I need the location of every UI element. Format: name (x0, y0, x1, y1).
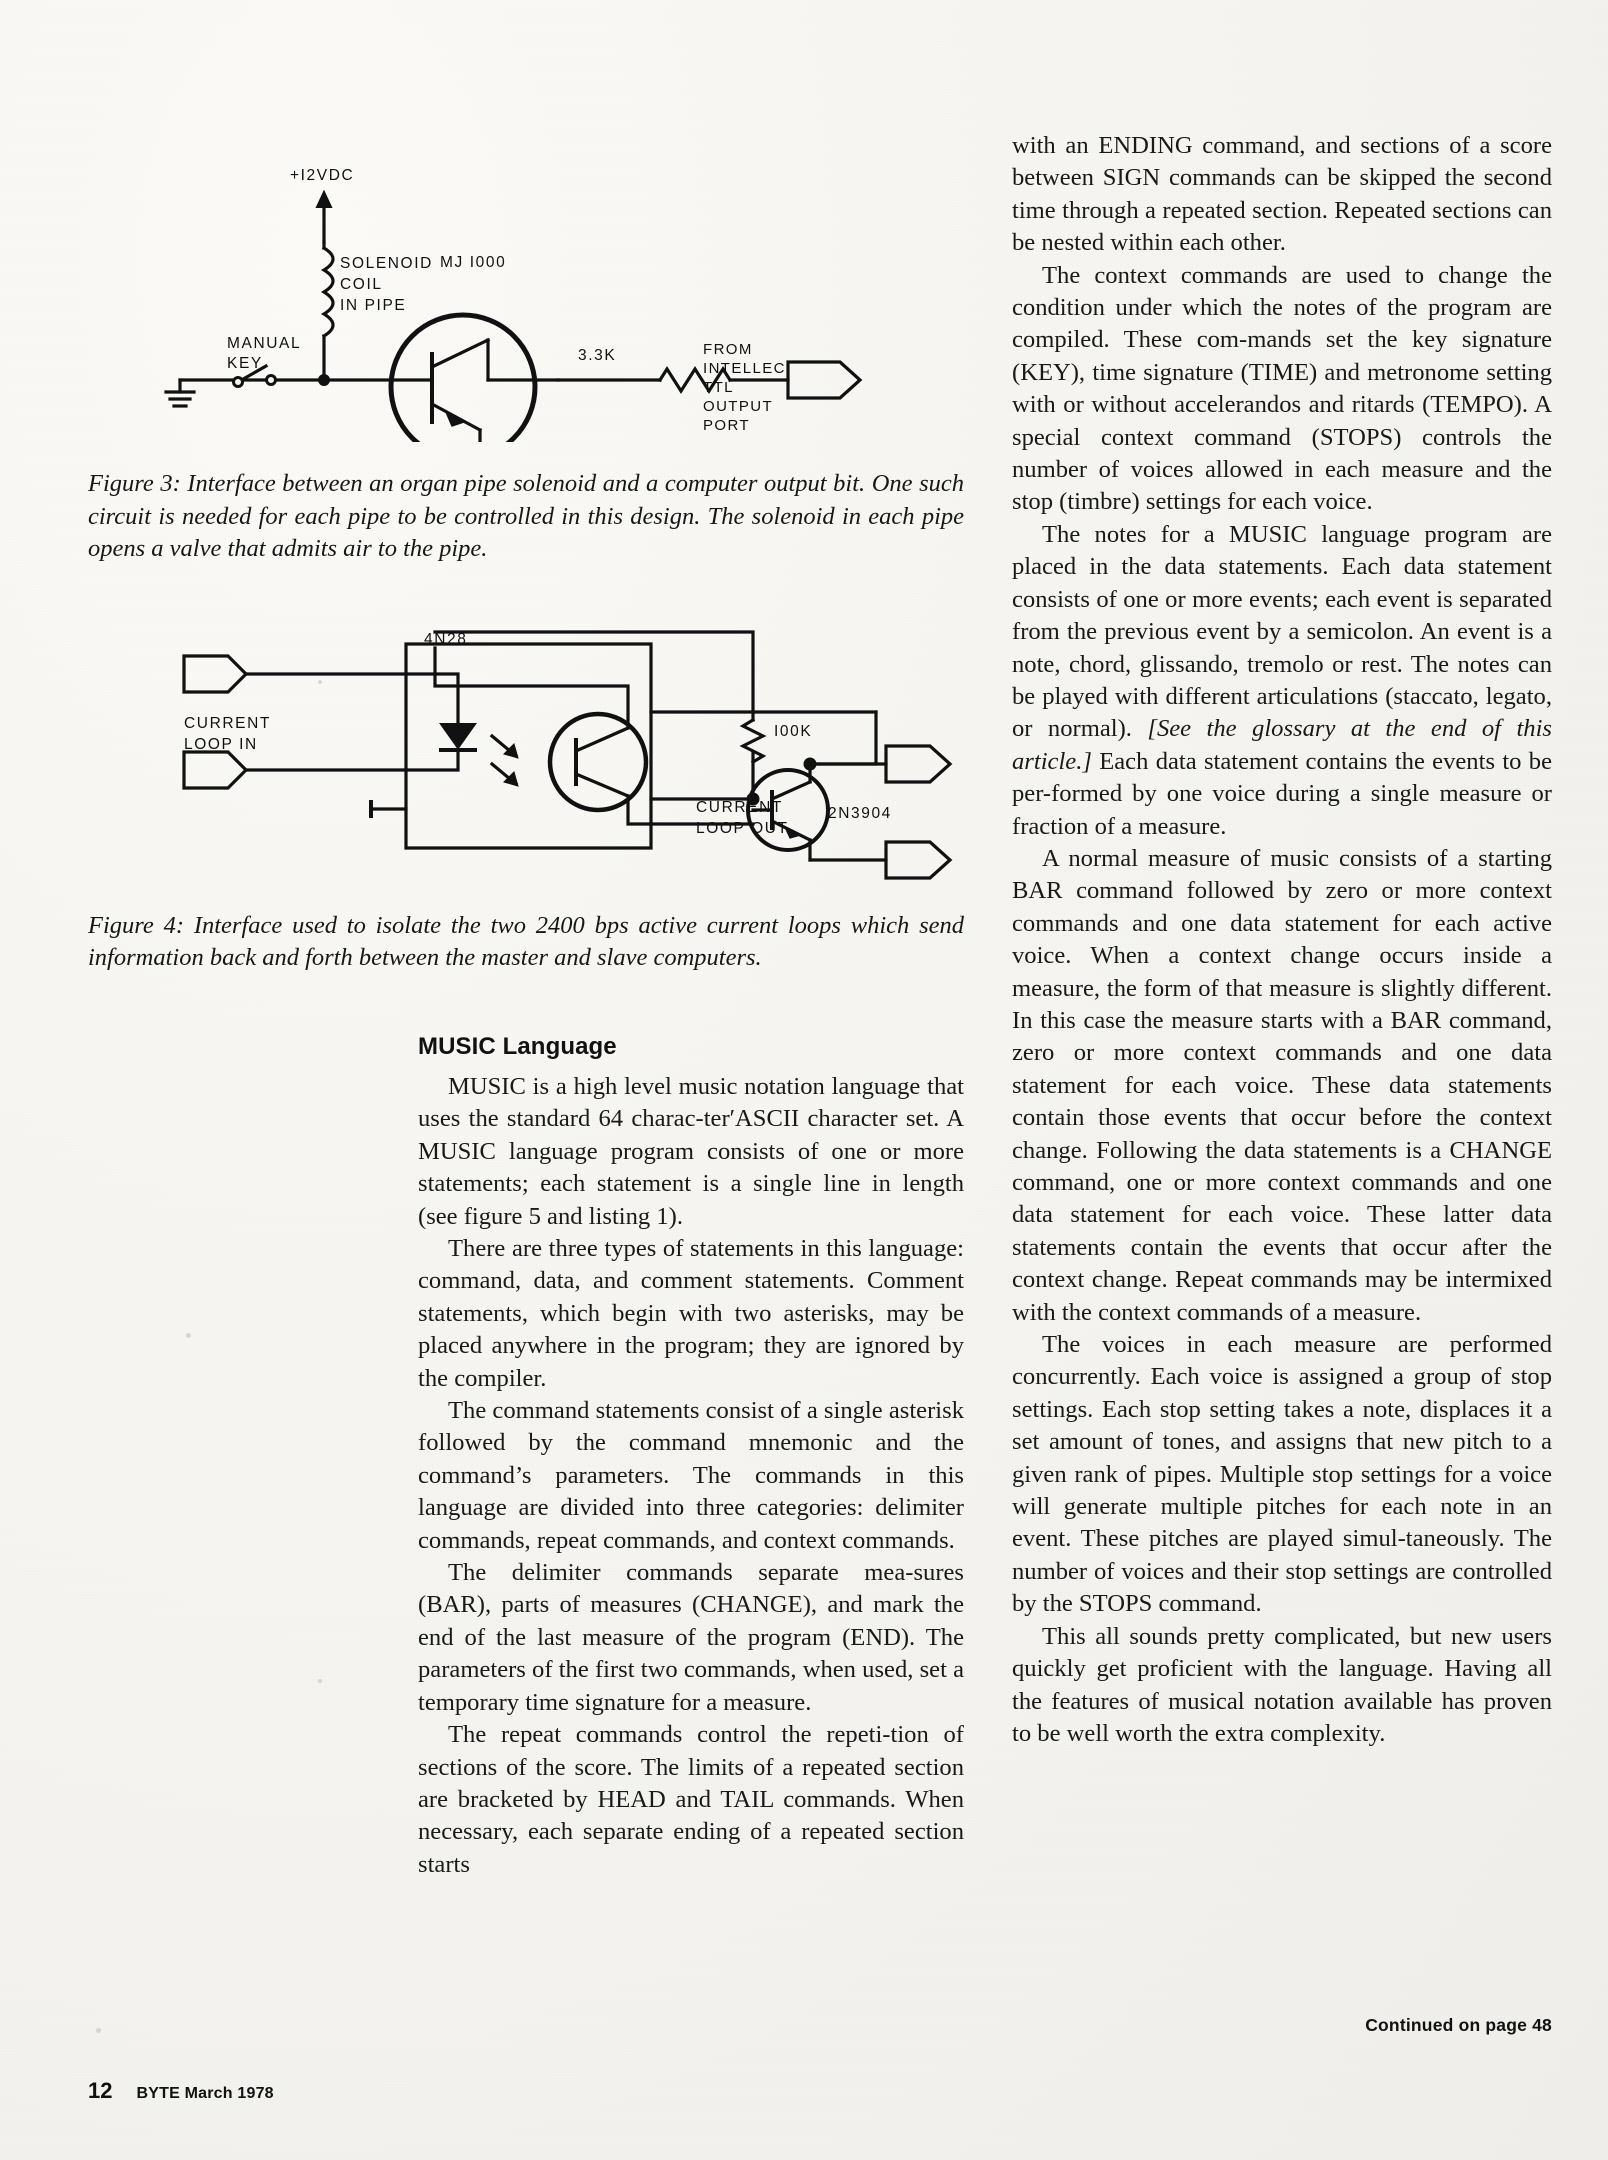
figure-3-solenoid-line3: IN PIPE (340, 297, 407, 314)
paragraph: The repeat commands control the repeti-tion of sections of the score. The limits of a repeated section are bracketed by HEAD and TAIL commands. When necessary, each separate ending of a repeated section starts (418, 1721, 964, 1878)
current-loop-in-connector-bottom (184, 752, 246, 788)
led-cathode-wire (406, 750, 458, 770)
scan-speck (96, 2028, 101, 2033)
figure-3-port-line5: PORT (703, 417, 750, 434)
left-column-article (418, 1033, 964, 1881)
magazine-issue: BYTE March 1978 (136, 2085, 274, 2102)
current-loop-out-connector-top (886, 746, 950, 782)
current-loop-out-connector-bottom (886, 842, 950, 878)
paragraph: The voices in each measure are performed concurrently. Each voice is assigned a group of stop settings. Each stop setting takes a note, displaces it a set amount of tones, and assigns that new pitch to a given rank of pipes. Multiple stop settings for a voice will generate multiple pitches for each note in an event. These pitches are played simul-taneously. The number of voices and their stop settings are controlled by the STOPS command. (1012, 1331, 1552, 1618)
right-column (1012, 130, 1552, 2035)
right-column-body (1012, 130, 1552, 1750)
left-column (88, 112, 972, 1881)
figure-4-caption: Figure 4: Interface used to isolate the two 2400 bps active current loops which send information back and forth between the master and slave computers. (88, 911, 964, 972)
continued-note: Continued on page 48 (1365, 2015, 1552, 2035)
figure-4-transistor-label: 2N3904 (828, 804, 892, 822)
phototransistor-body (550, 714, 646, 810)
page-number: 12 (88, 2078, 113, 2103)
paragraph: The delimiter commands separate mea-sures (BAR), parts of measures (CHANGE), and mark the end of the last measure of the program (END). The parameters of the first two commands, when used, set a temporary time signature for a measure. (418, 1559, 964, 1716)
glossary-note: [See the glossary at the end of this article.] (1012, 715, 1552, 775)
figure-4-output-line2: LOOP OUT (696, 819, 789, 837)
current-loop-in-connector-top (184, 656, 246, 692)
notes-text-part1: The notes for a MUSIC language program are placed in the data statements. Each data statement consists of one or more events; each event is separated from the previous event by a semicolon. An event is a note, chord, glissando, tremolo or rest. The notes can be played with different articulations (staccato, legato, or normal). (1012, 520, 1552, 743)
figure-4-resistor-label: I00K (774, 722, 813, 740)
led-anode-wire (406, 674, 458, 724)
figure-3-svg (88, 112, 972, 442)
figure-3-supply-label: +I2VDC (290, 167, 355, 184)
figure-3-manual-key-line2: KEY (227, 355, 263, 372)
supply-arrow-head (317, 192, 331, 207)
figure-3-port-line3: TTL (703, 379, 734, 396)
figure-3-diagram (88, 112, 972, 442)
section-heading-music-language: MUSIC Language (418, 1032, 617, 1060)
figure-4-output-line1: CURRENT (696, 798, 783, 816)
led-symbol-triangle (441, 724, 475, 748)
paragraph: There are three types of statements in this language: command, data, and comment statements. Comment statements, which begin with two asterisks, may be placed anywhere in the program; they are ignored by the compiler. (418, 1235, 964, 1392)
paragraph: with an ENDING command, and sections of a score between SIGN commands can be skipped the second time through a repeated section. Repeated sections can be nested within each other. (1012, 132, 1552, 257)
figure-4-optocoupler-label: 4N28 (424, 630, 468, 648)
figure-4-diagram (88, 624, 972, 884)
paragraph: A normal measure of music consists of a starting BAR command followed by zero or more context commands and one data statement for each active voice. When a context change occurs inside a measure, the form of that measure is slightly different. In this case the measure starts with a BAR command, zero or more context commands and one data statement for each voice. These data statements contain those events that occur before the context change. Following the data statements is a CHANGE command, one or more context commands and one data statement for each voice. These latter data statements contain the events that occur after the context change. Repeat commands may be intermixed with the context commands of a measure. (1012, 844, 1552, 1326)
paragraph-notes (1012, 519, 1552, 843)
output-port-connector (788, 362, 860, 398)
phototransistor-emitter-wire (628, 796, 651, 824)
figure-3-resistor-label: 3.3K (578, 347, 617, 364)
solenoid-coil-symbol (324, 248, 333, 336)
figure-3-solenoid-line2: COIL (340, 276, 383, 293)
figure-3-solenoid-line1: SOLENOID (340, 255, 433, 272)
page-footer (88, 2078, 274, 2104)
figure-3-manual-key-line1: MANUAL (227, 335, 302, 352)
paragraph: MUSIC is a high level music notation language that uses the standard 64 charac-ter′ASCII character set. A MUSIC language program consists of one or more statements; each statement is a single line in length (see figure 5 and listing 1). (418, 1072, 964, 1230)
notes-text-part2: Each data statement contains the events to be per-formed by one voice during a single measure or fraction of a measure. (1012, 747, 1552, 840)
figure-4-input-line1: CURRENT (184, 714, 271, 732)
paragraph: This all sounds pretty complicated, but new users quickly get proficient with the language. Having all the features of musical notation available has proven to be well worth the extra complexity. (1012, 1622, 1552, 1747)
figure-3-port-line1: FROM (703, 341, 753, 358)
paragraph: The context commands are used to change the condition under which the notes of the program are compiled. These com-mands set the key signature (KEY), time signature (TIME) and metronome setting with or without accelerandos and ritards (TEMPO). A special context command (STOPS) controls the number of voices allowed in each measure and the stop (timbre) settings for each voice. (1012, 261, 1552, 516)
figure-3-caption: Figure 3: Interface between an organ pipe solenoid and a computer output bit. One such circuit is needed for each pipe to be controlled in this design. The solenoid in each pipe opens a valve that admits air to the pipe. (88, 470, 964, 563)
paragraph: The command statements consist of a single asterisk followed by the command mnemonic and the command’s parameters. The commands in this language are divided into three categories: delimiter commands, repeat commands, and context commands. (418, 1397, 964, 1554)
figure-3-transistor-label: MJ I000 (440, 254, 507, 271)
figure-3-port-line4: OUTPUT (703, 398, 774, 415)
left-column-body (418, 1071, 964, 1881)
figure-3-port-line2: INTELLEC (703, 360, 786, 377)
figure-4-input-line2: LOOP IN (184, 735, 258, 753)
figure-4-svg (88, 624, 972, 884)
